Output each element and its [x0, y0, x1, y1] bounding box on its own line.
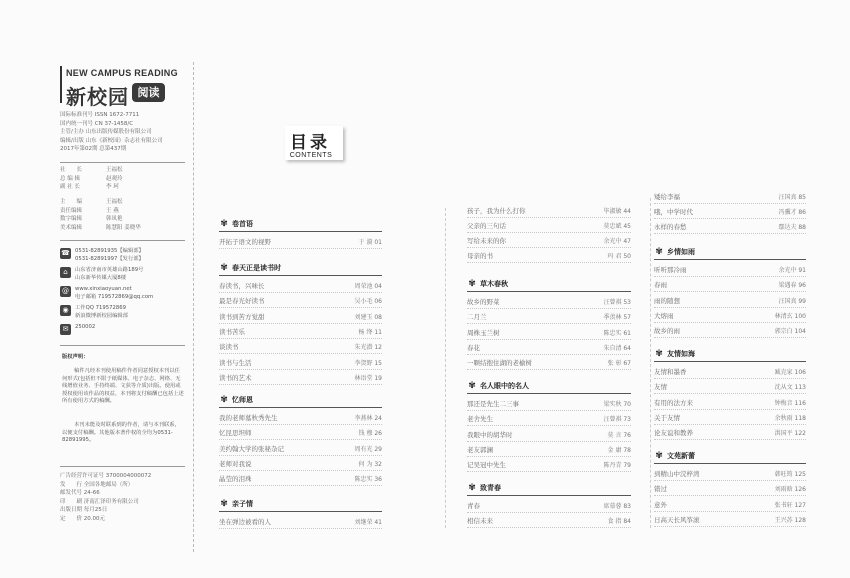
section-header	[467, 482, 501, 494]
toc-item[interactable]	[219, 325, 382, 339]
section-title: 亲子情	[232, 500, 253, 508]
contact-list	[60, 248, 153, 339]
toc-item[interactable]	[219, 279, 382, 293]
section-rule	[654, 361, 806, 362]
toc-item-author: 杨 绛 11	[358, 328, 382, 336]
toc-item-author: 玛 君 50	[607, 253, 631, 260]
divider	[60, 240, 185, 241]
toc-item-title: 春雨	[654, 281, 667, 290]
toc-item-author: 于 漪 01	[358, 239, 382, 246]
staff-top	[60, 166, 123, 192]
toc-item-title: 读书的艺术	[219, 373, 252, 382]
info-line: 主管/主办 山东出版传媒股份有限公司	[60, 129, 152, 136]
toc-item[interactable]	[654, 365, 806, 379]
staff-name: 李 珂	[106, 184, 119, 191]
section-header	[467, 278, 508, 290]
toc-item-title: 听听那冷雨	[654, 266, 687, 274]
staff-name: 王 燕	[106, 207, 119, 214]
toc-item[interactable]	[654, 467, 806, 481]
masthead-bar	[60, 66, 62, 103]
toc-item-author: 鄢达夫 88	[778, 224, 806, 231]
toc-item-title: 父亲的三句话	[467, 222, 506, 230]
staff-role: 副 社 长	[60, 184, 80, 191]
rights-title: 版权声明：	[62, 354, 89, 360]
contact-row	[60, 286, 153, 301]
toc-item[interactable]	[654, 205, 806, 219]
staff-row	[60, 207, 141, 216]
toc-item-author: 周有光 29	[354, 445, 382, 453]
contact-text	[75, 324, 95, 332]
toc-item-title: 美约翰大学的张秘杂记	[219, 444, 284, 453]
toc-item-author: 汪国真 99	[778, 297, 806, 305]
toc-item-author: 余光中 91	[778, 267, 806, 274]
section-rule	[654, 259, 806, 260]
section-title: 致青春	[480, 484, 501, 492]
flower-icon: ✾	[468, 279, 476, 289]
contact-line: 山东新华传媒大厦8楼	[75, 274, 127, 281]
contact-line: 0531-82891997【发行部】	[75, 255, 144, 262]
toc-item-title: 母亲的书	[467, 252, 493, 260]
phone-icon: ☎	[61, 249, 70, 257]
toc-item[interactable]	[467, 341, 631, 355]
column-separator	[445, 208, 446, 528]
staff-role: 总 编 辑	[60, 175, 80, 182]
toc-item-title: 矮给李福	[654, 193, 680, 201]
toc-item-title: 论友谊和教养	[654, 429, 693, 438]
toc-title: 目录	[290, 133, 330, 153]
section-header	[654, 450, 695, 462]
divider	[60, 345, 185, 346]
toc-item-author: 刘建玉 08	[354, 313, 382, 321]
toc-item-title: 二月兰	[467, 313, 487, 322]
toc-item[interactable]	[654, 498, 806, 512]
toc-item-author: 莫忠斌 45	[603, 223, 631, 230]
staff-role: 主 编	[60, 199, 83, 205]
toc-item-author: 李贺野 15	[354, 359, 382, 367]
toc-item[interactable]	[467, 295, 631, 309]
toc-subtitle: CONTENTS	[289, 152, 333, 159]
toc-item[interactable]	[219, 371, 382, 385]
info-line: 广告经营许可证号 3700004000072	[60, 473, 152, 479]
toc-item-title: 老舍先生	[467, 415, 493, 424]
section-title: 忆师恩	[232, 396, 253, 404]
rights-body: 稿件凡经本刊使用稿件作者同意授权本刊以任何形式(包括但不限于纸媒体、电子杂志、网络、无线增值业务、手持终端、文获等介质)出版。使用或授权使用该作品的权益，本刊将支付稿酬已包括上述所有使用方式的稿酬。	[62, 368, 184, 405]
toc-item-title: 故乡的雨	[654, 327, 680, 336]
toc-item[interactable]	[467, 234, 631, 248]
section-title: 卷首语	[232, 220, 253, 228]
toc-item[interactable]	[654, 190, 806, 204]
contact-line: www.xinxiaoyuan.net	[75, 286, 132, 292]
toc-item-title: 记吴冠中先生	[467, 461, 506, 470]
toc-item-title: 日高天长风筝滚	[654, 515, 700, 524]
toc-item-title: 周株玉兰树	[467, 328, 500, 337]
contact-line: 电子邮箱 719572869@qq.com	[75, 293, 154, 300]
page-divider	[193, 62, 194, 552]
toc-item-author: 金 庸 78	[607, 446, 631, 454]
toc-item-author: 张书轩 127	[774, 501, 806, 509]
flower-icon: ✾	[220, 395, 228, 405]
toc-item-author: 洪国平 122	[774, 430, 806, 438]
toc-item-title: 友情和墨香	[654, 368, 687, 376]
staff-name: 陈慧阳 姜晓华	[106, 224, 141, 231]
staff-row	[60, 183, 123, 192]
masthead-english: NEW CAMPUS READING	[66, 68, 178, 78]
flower-icon: ✾	[655, 451, 663, 461]
contact-row	[60, 267, 153, 282]
web-icon: @	[62, 287, 69, 295]
info-line: 发 行 全国各地邮局（所）	[60, 481, 134, 488]
flower-icon: ✾	[468, 483, 476, 493]
column-separator	[650, 198, 651, 528]
toc-item-title: 最是春光好读书	[219, 297, 265, 306]
toc-item[interactable]	[219, 294, 382, 308]
flower-icon: ✾	[220, 499, 228, 509]
section-header	[219, 218, 253, 230]
toc-item[interactable]	[467, 443, 631, 457]
contact-text	[75, 305, 128, 320]
toc-item[interactable]	[467, 326, 631, 340]
section-title: 友情如海	[667, 350, 695, 358]
staff-role: 美术编辑	[60, 224, 83, 231]
toc-item-author: 余光中 47	[603, 238, 631, 245]
info-line: 国内统一刊号 CN 37-1458/C	[60, 120, 134, 127]
toc-item[interactable]	[467, 458, 631, 472]
toc-item-author: 周荣池 04	[354, 283, 382, 290]
info-line: 2017年第02期 总第437期	[60, 146, 127, 153]
toc-item[interactable]	[654, 426, 806, 440]
info-line: 国际标准刊号 ISSN 1672-7711	[60, 112, 140, 118]
info-line: 印 刷 济南汇泽印务有限公司	[60, 498, 139, 505]
section-header	[654, 348, 695, 360]
toc-item-author: 汪曾祺 73	[603, 416, 631, 424]
contact-row	[60, 305, 153, 320]
toc-item-author: 刘继荣 41	[354, 519, 382, 526]
masthead-badge: 阅读	[132, 83, 165, 102]
staff-role: 责任编辑	[60, 207, 83, 214]
staff-row	[60, 175, 123, 184]
toc-item[interactable]	[467, 356, 631, 370]
toc-item[interactable]	[219, 442, 382, 456]
toc-item[interactable]	[219, 340, 382, 354]
toc-item-author: 林清玄 100	[774, 312, 806, 320]
toc-item-author: 李燕林 24	[354, 415, 382, 422]
toc-item-title: 读书到苦方觉甜	[219, 312, 265, 321]
toc-item-title: 青春	[467, 502, 480, 510]
qq-icon: ◉	[60, 305, 71, 316]
staff-name: 王福松	[106, 167, 123, 173]
toc-item-author: 毕淑敏 44	[603, 208, 631, 215]
contact-line: 工作QQ 719572869	[75, 305, 126, 311]
toc-item-title: 写给未来的你	[467, 237, 506, 245]
toc-item-title: 哦，中学时代	[654, 208, 693, 216]
divider	[60, 466, 185, 467]
toc-item[interactable]	[467, 397, 631, 411]
toc-item-author: 季羡林 57	[603, 314, 631, 322]
toc-item-title: 错过	[654, 485, 667, 494]
info-line: 编辑/出版 山东《新校园》杂志社有限公司	[60, 137, 163, 144]
toc-item-title: 春花	[467, 343, 480, 352]
toc-item[interactable]	[654, 278, 806, 292]
info-line: 定 价 20.00元	[60, 515, 105, 522]
toc-item-title: 相信未来	[467, 517, 493, 526]
divider	[60, 162, 185, 163]
toc-item-author: 陈忠实 36	[354, 476, 382, 484]
toc-item[interactable]	[219, 411, 382, 425]
staff-role: 社 长	[60, 167, 83, 173]
publication-info	[60, 111, 163, 154]
toc-item-author: 王兴苏 128	[774, 516, 806, 524]
toc-item-title: 意外	[654, 500, 667, 509]
toc-item-title: 雨的随想	[654, 296, 680, 305]
toc-item-title: 老友郭澜	[467, 445, 493, 454]
staff-row	[60, 215, 141, 224]
section-rule	[654, 463, 806, 464]
toc-item[interactable]	[467, 219, 631, 233]
toc-item-author: 刘雨晗 126	[774, 486, 806, 494]
toc-item-title: 开拓子语文的视野	[219, 238, 271, 246]
toc-item[interactable]	[654, 263, 806, 277]
toc-item-title: 读书与生活	[219, 358, 252, 367]
toc-item[interactable]	[654, 294, 806, 308]
toc-item-title: 关于友情	[654, 413, 680, 422]
ad-info	[60, 472, 151, 524]
toc-item[interactable]	[467, 412, 631, 426]
section-header	[219, 498, 253, 510]
toc-item-author: 钱 穆 26	[358, 430, 382, 438]
flower-icon: ✾	[220, 219, 228, 229]
info-line: 邮发代号 24-66	[60, 490, 100, 497]
home-icon: ⌂	[60, 267, 71, 278]
toc-item[interactable]	[654, 309, 806, 323]
masthead-chinese: 新校园	[66, 85, 129, 109]
contact-row	[60, 248, 153, 263]
toc-item-title: 有用的法方来	[654, 398, 693, 407]
contact-row	[60, 324, 153, 335]
toc-item[interactable]	[219, 310, 382, 324]
section-header	[219, 262, 281, 274]
toc-item[interactable]	[467, 514, 631, 528]
flower-icon: ✾	[655, 247, 663, 257]
toc-item-author: 食 指 84	[607, 518, 631, 526]
section-rule	[467, 495, 631, 496]
contact-text	[75, 286, 153, 301]
toc-item[interactable]	[219, 426, 382, 440]
toc-item[interactable]	[467, 499, 631, 513]
toc-item-author: 郭宗白 104	[774, 328, 806, 336]
toc-item[interactable]	[654, 380, 806, 394]
section-title: 乡情如雨	[667, 248, 695, 256]
contact-line: 山东省济南市英雄山路189号	[75, 267, 144, 273]
toc-item[interactable]	[219, 235, 382, 249]
section-rule	[467, 291, 631, 292]
toc-item-author: 林语堂 19	[354, 374, 382, 382]
flower-icon: ✾	[655, 349, 663, 359]
toc-item[interactable]	[654, 513, 806, 527]
contact-line: 新浪微博新校园编辑部	[75, 312, 128, 319]
toc-item[interactable]	[654, 411, 806, 425]
toc-item[interactable]	[467, 249, 631, 263]
toc-item[interactable]	[219, 457, 382, 471]
toc-item-title: 一颗结抱住湖的老榆树	[467, 359, 532, 368]
toc-item-title: 谈读书	[219, 343, 239, 352]
toc-item-title: 到精山中浣梓湾	[654, 470, 700, 478]
toc-item[interactable]	[467, 310, 631, 324]
staff-name: 韩凤艳	[106, 216, 123, 223]
section-rule	[467, 393, 631, 394]
toc-item-title: 我的老师墓秋秀先生	[219, 414, 278, 422]
staff-name: 赵观玲	[106, 175, 123, 182]
staff-row	[60, 224, 141, 233]
info-line: 出版日期 每月25日	[60, 507, 108, 514]
toc-item-author: 陈忠实 61	[603, 329, 631, 337]
toc-item[interactable]	[654, 324, 806, 338]
section-title: 春天正是读书时	[232, 264, 281, 272]
toc-item-title: 老师对我说	[219, 459, 252, 468]
toc-item-author: 梁遇春 96	[778, 282, 806, 290]
contact-text	[75, 267, 143, 282]
contact-line: 0531-82891935【编辑部】	[75, 248, 144, 254]
toc-item[interactable]	[219, 356, 382, 370]
toc-item-author: 梁实秋 70	[603, 401, 631, 408]
toc-item-title: 坐在弹边被看的人	[219, 518, 271, 526]
toc-item-title: 春读书，兴味长	[219, 282, 265, 290]
section-rule	[219, 511, 382, 512]
flower-icon: ✾	[468, 381, 476, 391]
toc-item-author: 朱自清 64	[603, 344, 631, 352]
section-title: 名人眼中的名人	[480, 382, 529, 390]
toc-item-author: 何 为 32	[358, 460, 382, 468]
toc-item[interactable]	[219, 472, 382, 486]
toc-item-title: 晶莹的泪珠	[219, 475, 252, 484]
toc-item-author: 陈丹青 79	[603, 462, 631, 470]
staff-bottom	[60, 198, 141, 232]
contact-text	[75, 248, 144, 263]
toc-item-title: 大熔雨	[654, 311, 674, 320]
staff-name: 王福松	[106, 199, 123, 205]
toc-item-author: 朱光潜 12	[354, 344, 382, 352]
toc-item-author: 汪国真 85	[778, 194, 806, 201]
toc-item-author: 余秋雨 118	[774, 414, 806, 422]
toc-item-author: 韩旺筠 125	[774, 471, 806, 478]
toc-item-author: 臧克家 106	[774, 369, 806, 376]
staff-row	[60, 198, 141, 207]
staff-role: 数字编辑	[60, 216, 83, 223]
toc-item-title: 读书苦乐	[219, 327, 245, 336]
section-header	[654, 246, 695, 258]
toc-item-author: 钟梅音 116	[774, 399, 806, 407]
toc-item[interactable]	[467, 204, 631, 218]
toc-item[interactable]	[219, 515, 382, 529]
toc-item-author: 吴小毛 06	[354, 298, 382, 306]
toc-item-title: 我眼中的胡华时	[467, 430, 513, 439]
toc-item-title: 忆昆思坦师	[219, 429, 252, 438]
toc-item[interactable]	[467, 428, 631, 442]
section-rule	[219, 231, 382, 232]
toc-item-author: 莫 言 76	[607, 431, 631, 439]
toc-item-title: 友情	[654, 383, 667, 392]
staff-row	[60, 166, 123, 175]
toc-item[interactable]	[654, 220, 806, 234]
contact-line: 250002	[75, 324, 96, 330]
toc-item-author: 沈从文 113	[774, 384, 806, 392]
toc-item-author: 张 彰 67	[607, 360, 631, 368]
section-rule	[219, 407, 382, 408]
toc-item-author: 汪曾祺 53	[603, 299, 631, 306]
toc-item-author: 席慕蓉 83	[603, 503, 631, 510]
section-header	[467, 380, 529, 392]
section-header	[219, 394, 253, 406]
mail-icon: ✉	[60, 324, 71, 335]
section-rule	[219, 275, 382, 276]
toc-item-author: 冯骥才 86	[778, 209, 806, 216]
section-title: 文苑新蕾	[667, 452, 695, 460]
toc-item-title: 永样的春愁	[654, 223, 687, 231]
rights-body-2: 本刊未能及时联系到的作者，请与本刊联系，以便支付稿酬。其他版本著作权的全均为0531-82891995。	[62, 422, 180, 444]
toc-item-title: 那还是先生二三事	[467, 400, 519, 408]
toc-item[interactable]	[654, 482, 806, 496]
flower-icon: ✾	[220, 263, 228, 273]
toc-item-title: 孩子，我为什么打你	[467, 207, 526, 215]
section-title: 草木春秋	[480, 280, 508, 288]
toc-item-title: 故乡的野菜	[467, 298, 500, 306]
toc-item[interactable]	[654, 396, 806, 410]
